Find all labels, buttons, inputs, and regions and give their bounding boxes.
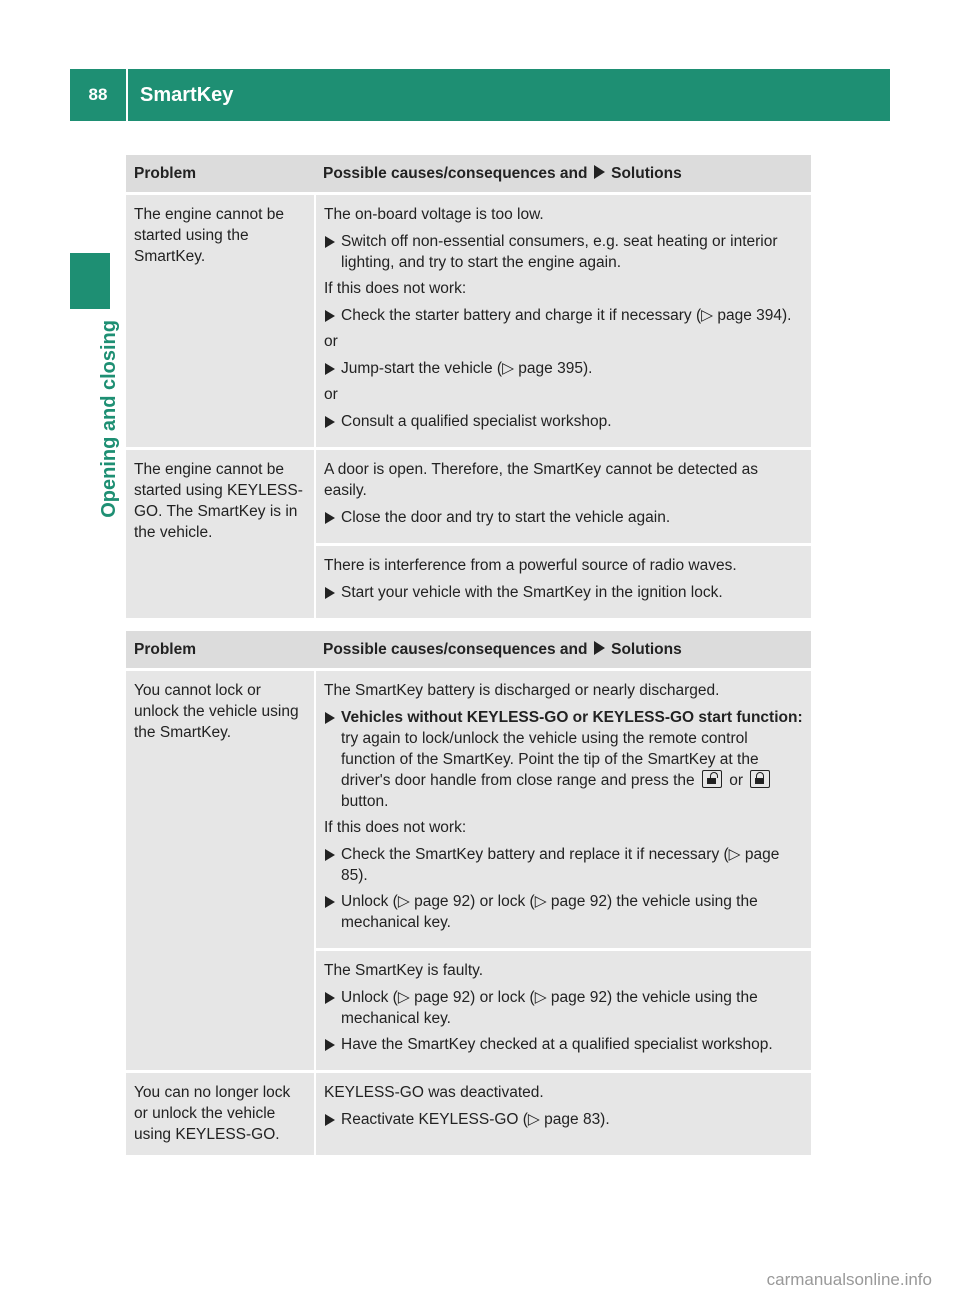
cause-text: The on-board voltage is too low.: [324, 206, 544, 223]
solution-cell: [315, 1072, 811, 1156]
column-header-problem: Problem: [126, 631, 315, 670]
instruction-step: Check the starter battery and charge it if necessary (▷ page 394).: [324, 305, 803, 326]
arrow-right-icon: [325, 849, 335, 861]
instruction-step: Unlock (▷ page 92) or lock (▷ page 92) the vehicle using the mechanical key.: [324, 987, 803, 1029]
solution-cell: [315, 194, 811, 449]
table-row: [126, 1072, 811, 1156]
unlock-icon: [702, 770, 722, 788]
page-number: 88: [88, 85, 108, 104]
arrow-right-icon: [325, 416, 335, 428]
arrow-right-icon: [325, 992, 335, 1004]
instruction-step: Vehicles without KEYLESS-GO or KEYLESS-GO start function: try again to lock/unlock the vehicle using the remote control function of the SmartKey. Point the tip of the SmartKey at the driver's door handle from close range and press the or button.: [324, 707, 803, 812]
instruction-step: Switch off non-essential consumers, e.g. seat heating or interior lighting, and try to start the engine again.: [324, 231, 803, 273]
problem-cell: The engine cannot be started using the SmartKey.: [126, 194, 315, 449]
instruction-step: Reactivate KEYLESS-GO (▷ page 83).: [324, 1109, 803, 1130]
cause-text: KEYLESS-GO was deactivated.: [324, 1084, 544, 1101]
or-text: or: [324, 386, 338, 403]
or-text: or: [324, 333, 338, 350]
fallback-text: If this does not work:: [324, 280, 467, 297]
arrow-right-icon: [594, 641, 605, 655]
instruction-step: Start your vehicle with the SmartKey in the ignition lock.: [324, 582, 803, 603]
arrow-right-icon: [325, 310, 335, 322]
arrow-right-icon: [325, 236, 335, 248]
solution-cell: [315, 670, 811, 950]
instruction-step: Close the door and try to start the vehicle again.: [324, 507, 803, 528]
instruction-step: Check the SmartKey battery and replace it if necessary (▷ page 85).: [324, 844, 803, 886]
arrow-right-icon: [325, 1114, 335, 1126]
arrow-right-icon: [325, 512, 335, 524]
arrow-right-icon: [325, 712, 335, 724]
arrow-right-icon: [325, 587, 335, 599]
troubleshooting-table-engine: [126, 155, 811, 618]
problem-cell: You can no longer lock or unlock the vehicle using KEYLESS-GO.: [126, 1072, 315, 1156]
instruction-step: Unlock (▷ page 92) or lock (▷ page 92) the vehicle using the mechanical key.: [324, 891, 803, 933]
arrow-right-icon: [325, 1039, 335, 1051]
table-row: [126, 449, 811, 545]
arrow-right-icon: [325, 363, 335, 375]
instruction-step: Have the SmartKey checked at a qualified specialist workshop.: [324, 1034, 803, 1055]
problem-cell: The engine cannot be started using KEYLESS-GO. The SmartKey is in the vehicle.: [126, 449, 315, 619]
table-row: [126, 194, 811, 449]
column-header-solutions: Possible causes/consequences and Solutions: [315, 155, 811, 194]
cause-text: A door is open. Therefore, the SmartKey cannot be detected as easily.: [324, 461, 758, 499]
instruction-step: Consult a qualified specialist workshop.: [324, 411, 803, 432]
arrow-right-icon: [594, 165, 605, 179]
page-title: SmartKey: [140, 83, 234, 106]
cause-text: The SmartKey battery is discharged or nearly discharged.: [324, 682, 720, 699]
solution-cell: [315, 449, 811, 545]
side-tab-marker: [70, 253, 110, 309]
lock-icon: [750, 770, 770, 788]
column-header-solutions: Possible causes/consequences and Solutions: [315, 631, 811, 670]
troubleshooting-table-locking: [126, 631, 811, 1155]
cause-text: There is interference from a powerful source of radio waves.: [324, 557, 737, 574]
solution-cell: [315, 950, 811, 1072]
fallback-text: If this does not work:: [324, 819, 467, 836]
problem-cell: You cannot lock or unlock the vehicle using the SmartKey.: [126, 670, 315, 1072]
column-header-problem: Problem: [126, 155, 315, 194]
arrow-right-icon: [325, 896, 335, 908]
watermark: carmanualsonline.info: [766, 1270, 932, 1289]
header-divider: [126, 69, 128, 121]
instruction-step: Jump-start the vehicle (▷ page 395).: [324, 358, 803, 379]
solution-cell: [315, 545, 811, 619]
cause-text: The SmartKey is faulty.: [324, 962, 484, 979]
side-chapter-label: Opening and closing: [98, 320, 120, 518]
table-row: [126, 670, 811, 950]
